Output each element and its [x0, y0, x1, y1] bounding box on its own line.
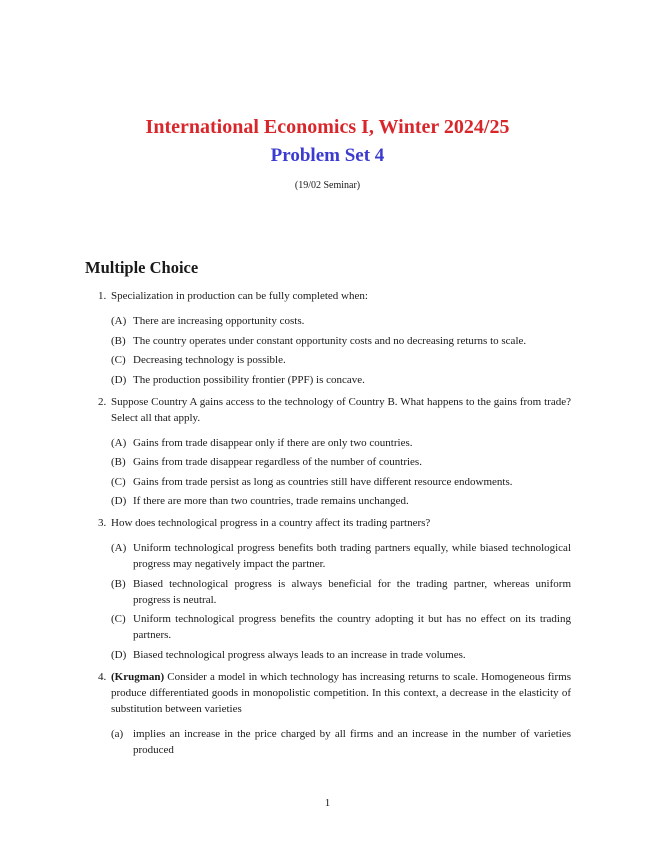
- question-list: [98, 288, 571, 761]
- document-header: [0, 114, 655, 193]
- question-3: [98, 515, 571, 663]
- option-text: Biased technological progress always leads to an increase in trade volumes.: [133, 648, 466, 661]
- option-d: [111, 493, 571, 509]
- question-number: 2.: [98, 395, 107, 408]
- question-2: [98, 394, 571, 510]
- question-source-tag: (Krugman): [111, 670, 165, 683]
- course-title: International Economics I, Winter 2024/25: [145, 116, 510, 138]
- option-list: [111, 540, 571, 663]
- option-list: [111, 435, 571, 510]
- option-c: [111, 611, 571, 643]
- option-text: Gains from trade persist as long as countries still have different resource endowments.: [133, 475, 513, 488]
- question-text: How does technological progress in a country affect its trading partners?: [111, 517, 431, 529]
- option-c: [111, 352, 571, 368]
- option-label: (A): [111, 436, 127, 449]
- seminar-date: (19/02 Seminar): [294, 180, 361, 191]
- option-b: [111, 333, 571, 349]
- option-text: Uniform technological progress benefits both trading partners equally, while biased technological progress may negatively impact the partner.: [133, 542, 571, 570]
- question-number: 4.: [98, 670, 107, 683]
- option-label: (a): [111, 727, 124, 740]
- question-text: [111, 669, 571, 717]
- option-list: [111, 726, 571, 758]
- option-label: (B): [111, 334, 126, 347]
- question-4: [98, 669, 571, 758]
- option-label: (C): [111, 354, 126, 366]
- option-d: [111, 372, 571, 388]
- question-text: Suppose Country A gains access to the technology of Country B. What happens to the gains from trade? Select all that apply.: [111, 395, 571, 424]
- option-text: implies an increase in the price charged by all firms and an increase in the number of varieties produced: [133, 727, 571, 756]
- option-a: [111, 435, 571, 451]
- option-label: (B): [111, 456, 126, 468]
- option-text: The country operates under constant opportunity costs and no decreasing returns to scale.: [133, 334, 527, 347]
- option-label: (A): [111, 542, 127, 554]
- option-label: (C): [111, 613, 126, 625]
- option-text: The production possibility frontier (PPF) is concave.: [133, 373, 365, 386]
- option-b: [111, 576, 571, 608]
- option-text: Uniform technological progress benefits the country adopting it but has no effect on its trading partners.: [133, 613, 571, 641]
- option-label: (B): [111, 577, 126, 590]
- option-text: Decreasing technology is possible.: [133, 354, 286, 366]
- option-d: [111, 647, 571, 663]
- option-b: [111, 454, 571, 470]
- option-a: [111, 313, 571, 329]
- option-label: (D): [111, 648, 127, 661]
- option-list: [111, 313, 571, 388]
- question-1: [98, 288, 571, 388]
- question-number: 1.: [98, 290, 107, 302]
- option-a: [111, 726, 571, 758]
- question-body: Consider a model in which technology has increasing returns to scale. Homogeneous firms produce differentiated goods in monopolistic competition. In this context, a decrease in the elasticity of substitution between varieties: [111, 670, 571, 715]
- option-text: If there are more than two countries, trade remains unchanged.: [133, 495, 409, 507]
- option-label: (D): [111, 495, 127, 507]
- option-label: (C): [111, 475, 126, 488]
- question-text: Specialization in production can be fully completed when:: [111, 290, 368, 302]
- question-number: 3.: [98, 517, 107, 529]
- option-label: (D): [111, 373, 127, 386]
- page-number: 1: [324, 797, 331, 809]
- option-a: [111, 540, 571, 572]
- option-text: Biased technological progress is always beneficial for the trading partner, whereas uniform progress is neutral.: [133, 577, 571, 606]
- option-label: (A): [111, 315, 127, 327]
- problem-set-title: Problem Set 4: [270, 145, 385, 166]
- option-text: There are increasing opportunity costs.: [133, 315, 305, 327]
- section-title: Multiple Choice: [85, 258, 199, 277]
- option-c: [111, 474, 571, 490]
- option-text: Gains from trade disappear only if there are only two countries.: [133, 436, 413, 449]
- option-text: Gains from trade disappear regardless of the number of countries.: [133, 456, 422, 468]
